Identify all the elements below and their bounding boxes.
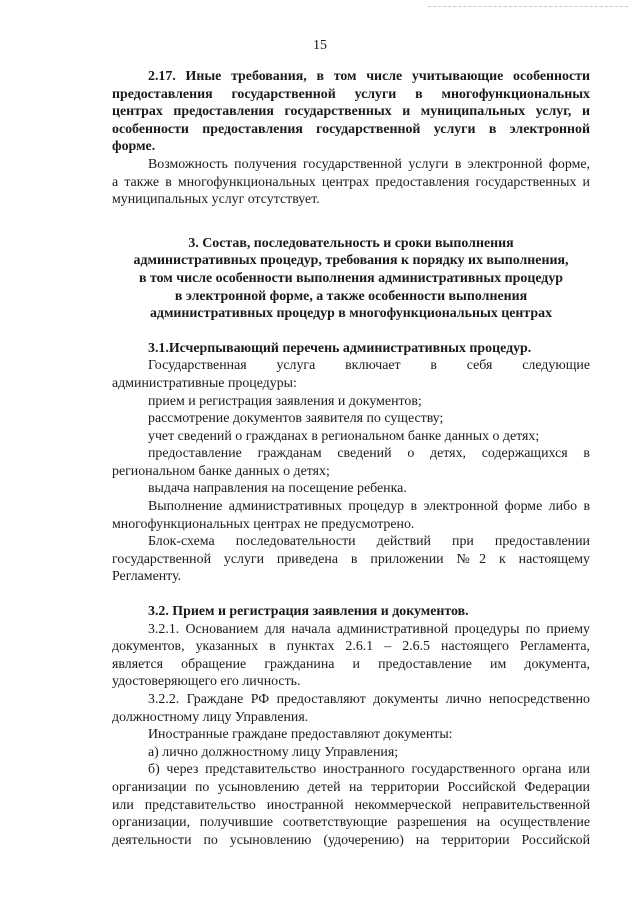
section-3-title-line: в том числе особенности выполнения административных процедур: [139, 270, 563, 286]
section-3-1-line: государственной услуги приведена в приложении №2 к настоящему: [112, 551, 590, 567]
section-3-2-line: б) через представительство иностранного государственного органа или: [148, 762, 590, 778]
top-edge-marks: [428, 6, 628, 9]
section-3-2: [112, 603, 590, 849]
section-3-title-line: 3. Состав, последовательность и сроки выполнения: [188, 235, 514, 251]
section-3-2-line: или представительство иностранной некоммерческой неправительственной: [112, 797, 590, 813]
section-3-1-line: Блок-схема последовательности действий при предоставлении: [148, 534, 590, 550]
section-3-2-line: 3.2.1. Основанием для начала административной процедуры по приему: [148, 621, 590, 637]
section-2-17-title-line: 2.17. Иные требования, в том числе учитывающие особенности: [148, 69, 590, 84]
section-3-1-heading: 3.1.Исчерпывающий перечень административных процедур.: [148, 340, 532, 356]
spacer: [112, 586, 590, 603]
section-2-17-title-line: особенности предоставления государственной услуги в электронной: [112, 121, 590, 137]
section-3-2-line: является обращение гражданина и предоставление им документа,: [112, 656, 590, 672]
section-3-1-line: учет сведений о гражданах в региональном банке данных о детях;: [148, 428, 540, 444]
section-3-2-line: Иностранные граждане предоставляют документы:: [148, 727, 453, 743]
section-3-2-line: 3.2.2. Граждане РФ предоставляют документы лично непосредственно: [148, 692, 590, 707]
section-2-17-title-line: предоставления государственной услуги в многофункциональных: [112, 86, 590, 102]
section-2-17-body-line: Возможность получения государственной услуги в электронной форме,: [148, 156, 590, 172]
section-3-1-line: Выполнение административных процедур в электронной форме либо в: [148, 499, 590, 515]
section-3-1-line: региональном банке данных о детях;: [112, 463, 330, 479]
section-3-1-line: Государственная услуга включает в себя следующие: [148, 358, 590, 374]
section-2-17: [112, 68, 590, 209]
section-3-2-line: должностному лицу Управления.: [112, 709, 309, 725]
document-body: [112, 68, 590, 849]
section-3-title-line: административных процедур в многофункциональных центрах: [149, 306, 553, 322]
section-2-17-body-line: а также в многофункциональных центрах предоставления государственных и: [112, 174, 590, 190]
section-3-2-heading: 3.2. Прием и регистрация заявления и документов.: [148, 604, 469, 620]
section-2-17-title-line: форме.: [112, 139, 156, 155]
section-3-1-line: выдача направления на посещение ребенка.: [148, 481, 407, 497]
section-2-17-body-line: муниципальных услуг отсутствует.: [112, 192, 320, 208]
section-3-title-line: в электронной форме, а также особенности выполнения: [174, 288, 528, 304]
section-3-1-line: административные процедуры:: [112, 375, 297, 391]
section-3-2-line: а) лично должностному лицу Управления;: [148, 744, 399, 760]
section-3-2-line: организации, получившие соответствующие разрешения на осуществление: [112, 815, 590, 831]
spacer: [112, 209, 590, 226]
section-3-1: [112, 340, 590, 586]
section-2-17-title-line: центрах предоставления государственных и муниципальных услуг, и: [112, 104, 590, 120]
section-3-2-line: документов, указанных в пунктах 2.6.1 – 2.6.5 настоящего Регламента,: [112, 639, 590, 655]
section-3-title-line: административных процедур, требования к порядку их выполнения,: [133, 253, 569, 269]
section-3-1-line: многофункциональных центрах не предусмотрено.: [112, 516, 415, 532]
section-3-1-line: рассмотрение документов заявителя по существу;: [148, 411, 444, 427]
spacer: [112, 323, 590, 340]
spacer: [112, 226, 590, 235]
section-3-1-line: прием и регистрация заявления и документов;: [148, 393, 422, 409]
page-number: 15: [313, 38, 327, 53]
section-3-2-line: организации по усыновлению детей на территории Российской Федерации: [112, 779, 590, 795]
section-3-title: [112, 235, 590, 323]
section-3-1-line: предоставление гражданам сведений о детях, содержащихся в: [148, 446, 590, 462]
section-3-1-line: Регламенту.: [112, 569, 182, 585]
section-3-2-line: деятельности по усыновлению (удочерению) на территории Российской: [112, 832, 590, 848]
section-3-2-line: удостоверяющего его личность.: [112, 674, 301, 690]
